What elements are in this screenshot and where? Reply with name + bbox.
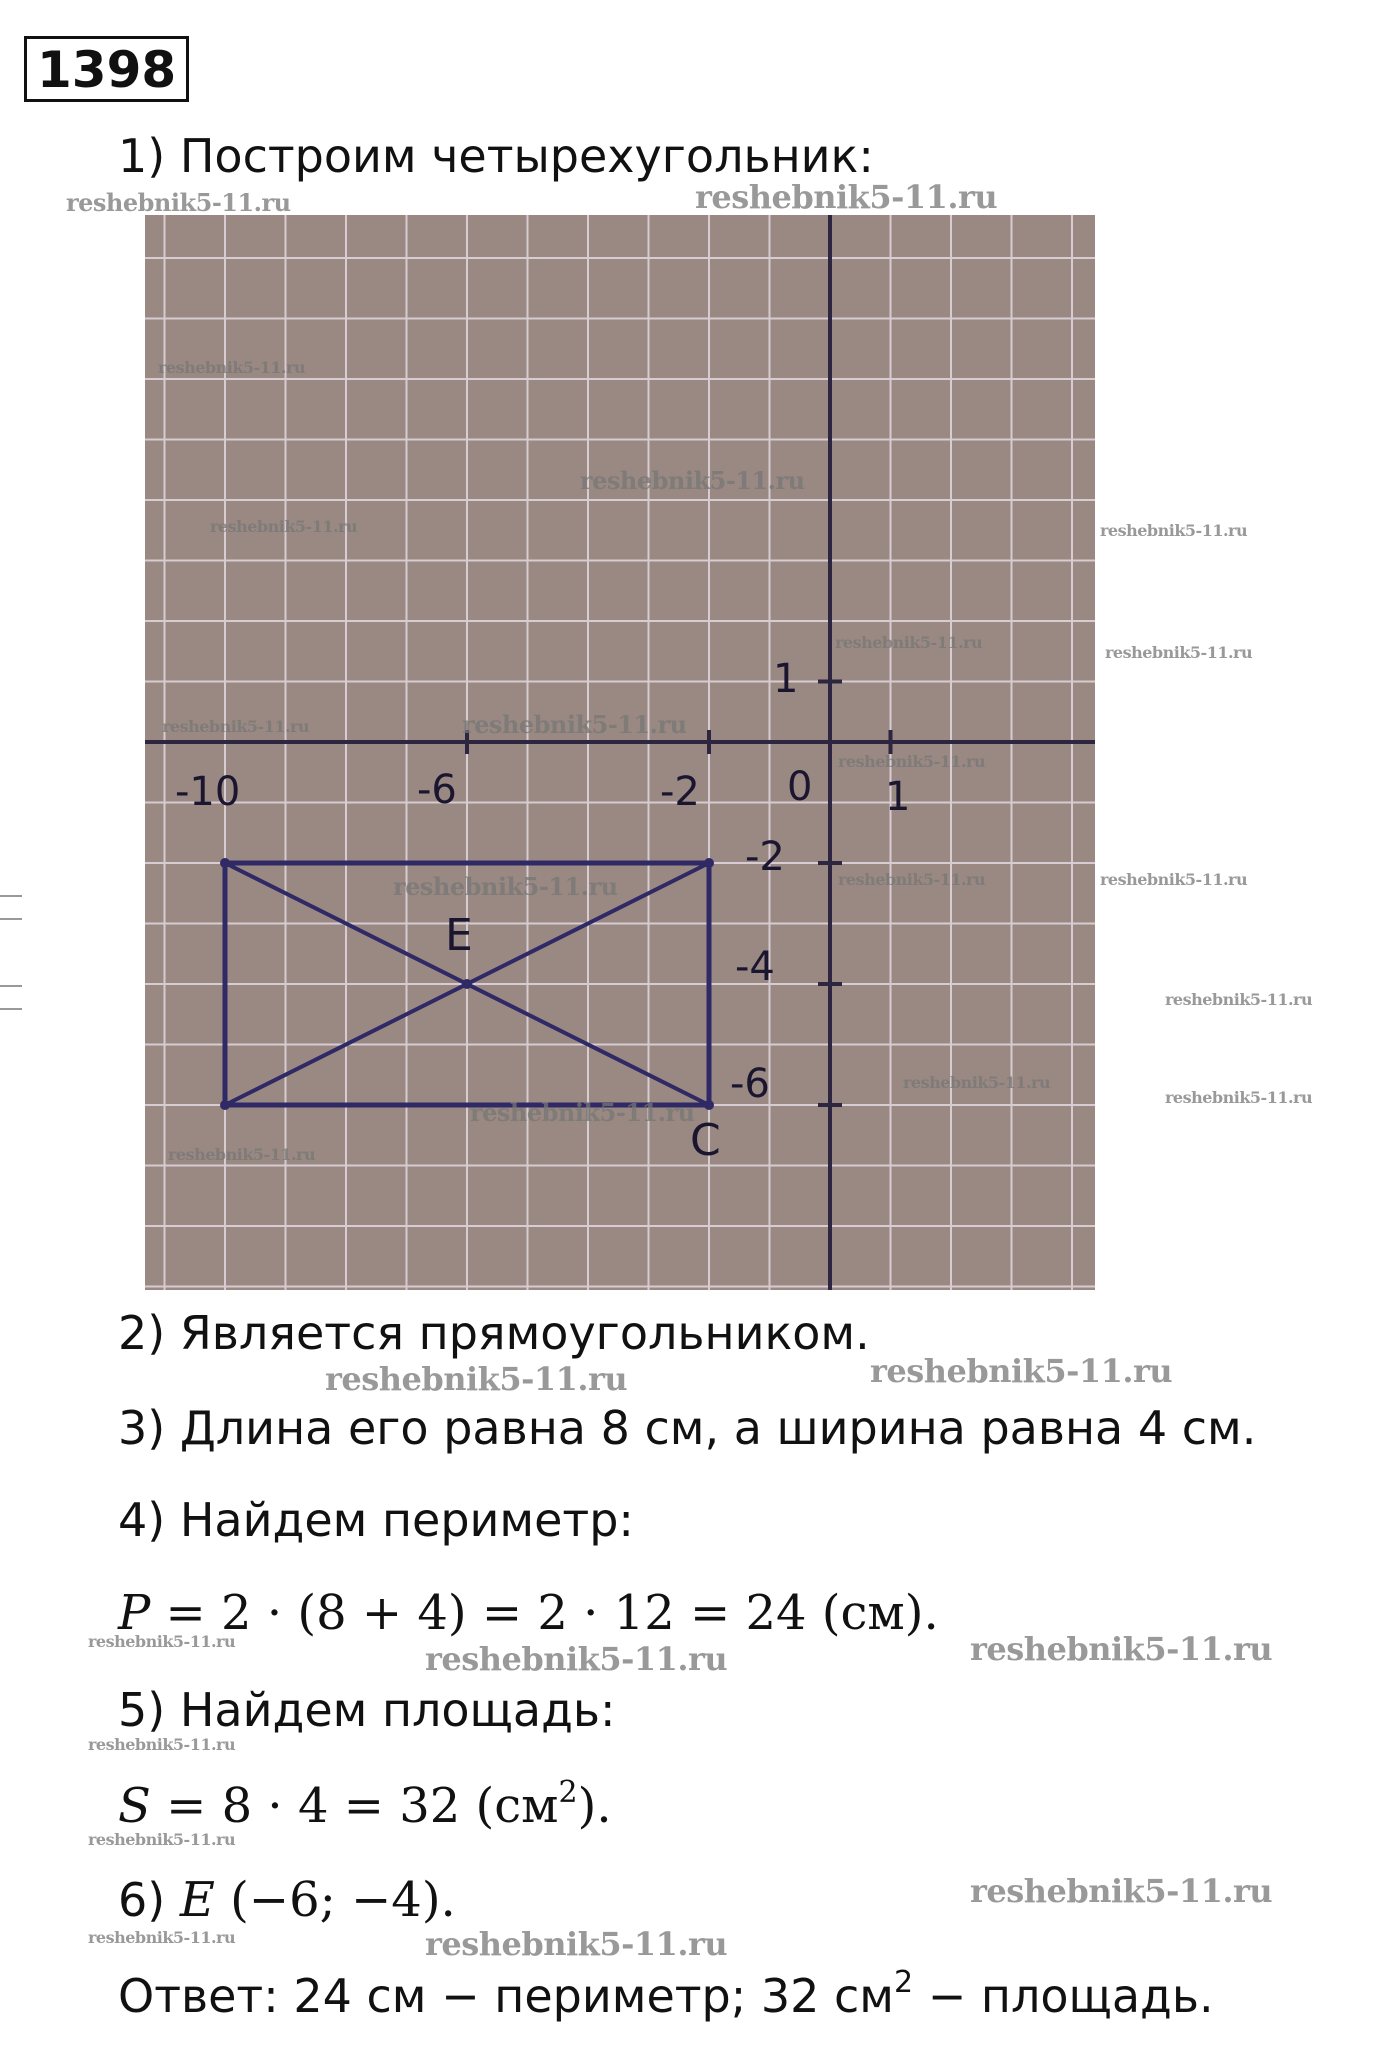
watermark: reshebnik5-11.ru <box>88 1632 236 1651</box>
x-label-minus-10: -10 <box>175 769 241 815</box>
watermark: reshebnik5-11.ru <box>1105 643 1253 662</box>
point-label-e: E <box>445 910 473 961</box>
vertex-dot <box>704 858 714 868</box>
y-label-minus-6: -6 <box>730 1061 770 1107</box>
watermark: reshebnik5-11.ru <box>210 517 358 536</box>
vertex-dot <box>220 1100 230 1110</box>
watermark: reshebnik5-11.ru <box>425 1925 728 1963</box>
watermark: reshebnik5-11.ru <box>162 717 310 736</box>
watermark: reshebnik5-11.ru <box>838 870 986 889</box>
answer-text: Ответ: 24 см − периметр; 32 см <box>118 1969 895 2023</box>
watermark: reshebnik5-11.ru <box>425 1640 728 1678</box>
answer-exponent: 2 <box>894 1965 914 2000</box>
watermark: reshebnik5-11.ru <box>903 1073 1051 1092</box>
watermark: reshebnik5-11.ru <box>1165 1088 1313 1107</box>
edge-mark <box>0 1008 22 1010</box>
vertex-dot <box>704 1100 714 1110</box>
watermark: reshebnik5-11.ru <box>580 466 805 495</box>
perimeter-expression: = 2 · (8 + 4) = 2 · 12 = 24 (см). <box>150 1585 939 1641</box>
y-label-minus-2: -2 <box>745 834 785 880</box>
step-4: 4) Найдем периметр: <box>118 1493 634 1547</box>
watermark: reshebnik5-11.ru <box>870 1352 1173 1390</box>
point-e-coordinates: (−6; −4). <box>214 1872 456 1928</box>
answer-text-end: − площадь. <box>913 1969 1214 2023</box>
x-label-0: 0 <box>787 764 813 810</box>
vertex-dot <box>462 979 472 989</box>
edge-mark <box>0 918 22 920</box>
step-5: 5) Найдем площадь: <box>118 1683 616 1737</box>
area-expression-end: ). <box>577 1778 612 1834</box>
area-formula <box>118 1775 612 1834</box>
area-expression: = 8 · 4 = 32 (см <box>150 1778 559 1834</box>
watermark: reshebnik5-11.ru <box>168 1145 316 1164</box>
area-symbol: S <box>118 1778 151 1834</box>
watermark: reshebnik5-11.ru <box>88 1928 236 1947</box>
step-6 <box>118 1872 456 1928</box>
edge-mark <box>0 985 22 987</box>
watermark: reshebnik5-11.ru <box>393 872 618 901</box>
point-label-c: C <box>690 1115 721 1166</box>
x-label-1: 1 <box>885 774 911 820</box>
watermark: reshebnik5-11.ru <box>835 633 983 652</box>
watermark: reshebnik5-11.ru <box>970 1630 1273 1668</box>
perimeter-formula <box>118 1585 939 1641</box>
point-e-symbol: E <box>179 1872 215 1928</box>
watermark: reshebnik5-11.ru <box>970 1872 1273 1910</box>
watermark: reshebnik5-11.ru <box>88 1735 236 1754</box>
watermark: reshebnik5-11.ru <box>66 188 291 217</box>
watermark: reshebnik5-11.ru <box>158 358 306 377</box>
step-6-prefix: 6) <box>118 1873 180 1927</box>
area-exponent: 2 <box>558 1775 578 1810</box>
y-label-minus-4: -4 <box>735 944 775 990</box>
y-label-1: 1 <box>773 656 799 702</box>
step-3: 3) Длина его равна 8 см, а ширина равна 4 см. <box>118 1401 1257 1455</box>
x-label-minus-6: -6 <box>417 767 457 813</box>
task-number: 1398 <box>24 36 189 102</box>
step-2: 2) Является прямоугольником. <box>118 1306 870 1360</box>
edge-mark <box>0 895 22 897</box>
watermark: reshebnik5-11.ru <box>1165 990 1313 1009</box>
watermark: reshebnik5-11.ru <box>462 710 687 739</box>
watermark: reshebnik5-11.ru <box>1100 521 1248 540</box>
vertex-dot <box>220 858 230 868</box>
watermark: reshebnik5-11.ru <box>1100 870 1248 889</box>
perimeter-symbol: P <box>118 1585 151 1641</box>
watermark: reshebnik5-11.ru <box>88 1830 236 1849</box>
watermark: reshebnik5-11.ru <box>695 178 998 216</box>
watermark: reshebnik5-11.ru <box>470 1098 695 1127</box>
x-label-minus-2: -2 <box>660 769 700 815</box>
watermark: reshebnik5-11.ru <box>325 1360 628 1398</box>
answer-line <box>118 1965 1214 2024</box>
watermark: reshebnik5-11.ru <box>838 752 986 771</box>
step-1: 1) Построим четырехугольник: <box>118 129 874 183</box>
